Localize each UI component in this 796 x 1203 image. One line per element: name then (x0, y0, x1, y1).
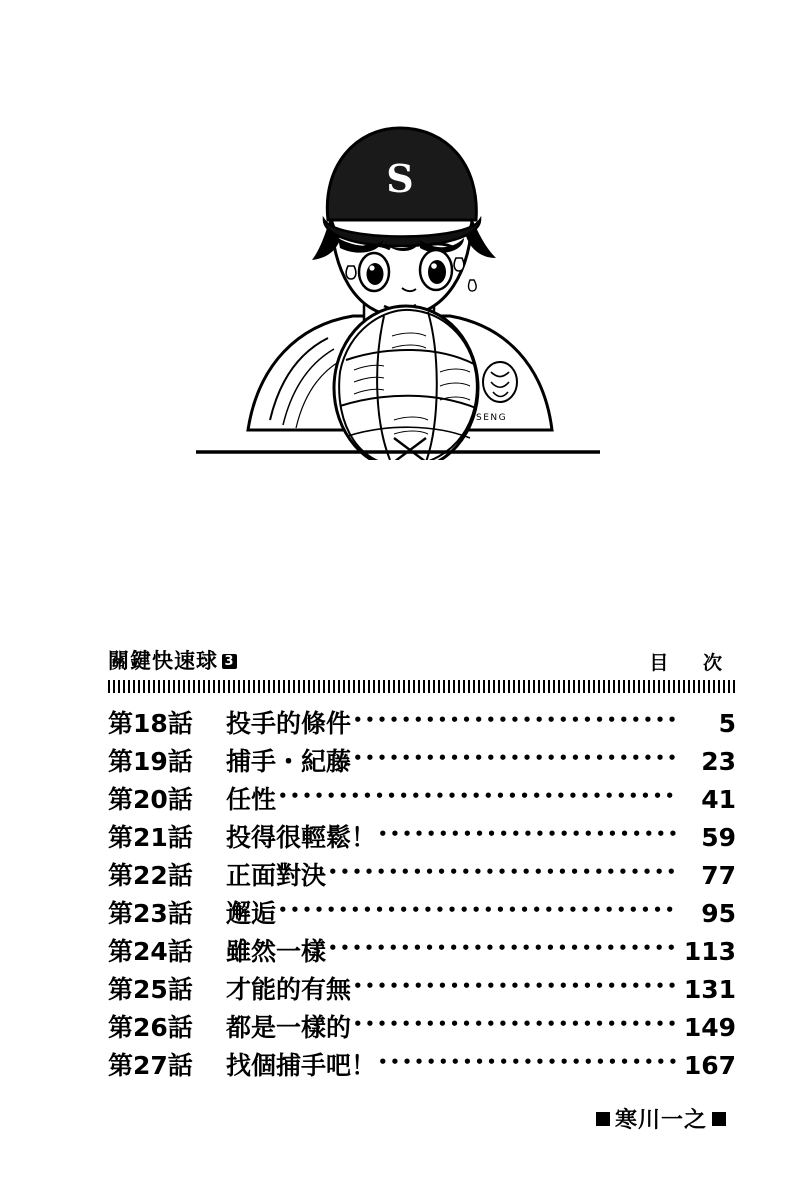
leader-dots (353, 706, 678, 732)
toc-row[interactable] (108, 743, 736, 781)
chapter-page: 131 (683, 975, 736, 1004)
leader-dots (328, 858, 678, 884)
chapter-title: 投得很輕鬆！ (226, 823, 377, 852)
chapter-number: 第27話 (108, 1051, 193, 1080)
leader-dots (278, 782, 678, 808)
chapter-number: 第23話 (108, 899, 193, 928)
chapter-title: 正面對決 (226, 861, 327, 890)
chapter-title: 才能的有無 (226, 975, 352, 1004)
chapter-page: 41 (701, 785, 736, 814)
leader-dots (278, 896, 678, 922)
author-name: 寒川一之 (614, 1108, 707, 1133)
series-title-text: 關鍵快速球 (108, 649, 218, 673)
chapter-page: 23 (701, 747, 736, 776)
chapter-title: 任性 (226, 785, 277, 814)
boy-with-mitt-illustration (188, 120, 608, 460)
chapter-number: 第26話 (108, 1013, 193, 1042)
chapter-number: 第24話 (108, 937, 193, 966)
chapter-page: 167 (683, 1051, 736, 1080)
chapter-number: 第20話 (108, 785, 193, 814)
author-line (108, 1103, 736, 1134)
chapter-page: 113 (683, 937, 736, 966)
chapter-title: 雖然一樣 (226, 937, 327, 966)
chapter-title: 捕手・紀藤 (226, 747, 352, 776)
chapter-page: 5 (718, 709, 736, 738)
chapter-page: 59 (701, 823, 736, 852)
leader-dots (378, 820, 678, 846)
toc-row[interactable] (108, 971, 736, 1009)
chapter-number: 第21話 (108, 823, 193, 852)
leader-dots (353, 744, 678, 770)
chapter-number: 第18話 (108, 709, 193, 738)
toc-row[interactable] (108, 857, 736, 895)
chapter-title: 邂逅 (226, 899, 277, 928)
chapter-number: 第22話 (108, 861, 193, 890)
toc-row[interactable] (108, 781, 736, 819)
toc-row[interactable] (108, 933, 736, 971)
leader-dots (328, 934, 678, 960)
leader-dots (378, 1048, 678, 1074)
chapter-title: 都是一樣的 (226, 1013, 352, 1042)
hatched-divider (108, 680, 736, 693)
chapter-page: 95 (701, 899, 736, 928)
table-of-contents (108, 645, 736, 1134)
square-marker-icon (596, 1112, 610, 1126)
chapter-title: 找個捕手吧！ (226, 1051, 377, 1080)
author-credit (596, 1103, 726, 1134)
toc-row[interactable] (108, 819, 736, 857)
chapter-title: 投手的條件 (226, 709, 352, 738)
toc-entries (108, 705, 736, 1085)
jersey-text: SENG (476, 413, 508, 423)
volume-badge: 3 (222, 654, 237, 669)
toc-row[interactable] (108, 895, 736, 933)
chapter-number: 第25話 (108, 975, 193, 1004)
toc-row[interactable] (108, 1009, 736, 1047)
toc-heading: 目 次 (649, 652, 736, 674)
toc-row[interactable] (108, 705, 736, 743)
chapter-illustration (0, 120, 796, 480)
toc-header (108, 645, 736, 675)
leader-dots (353, 972, 678, 998)
series-title (108, 645, 237, 675)
chapter-page: 149 (683, 1013, 736, 1042)
chapter-page: 77 (701, 861, 736, 890)
toc-row[interactable] (108, 1047, 736, 1085)
cap-letter: S (386, 156, 414, 201)
chapter-number: 第19話 (108, 747, 193, 776)
leader-dots (353, 1010, 678, 1036)
square-marker-icon (712, 1112, 726, 1126)
